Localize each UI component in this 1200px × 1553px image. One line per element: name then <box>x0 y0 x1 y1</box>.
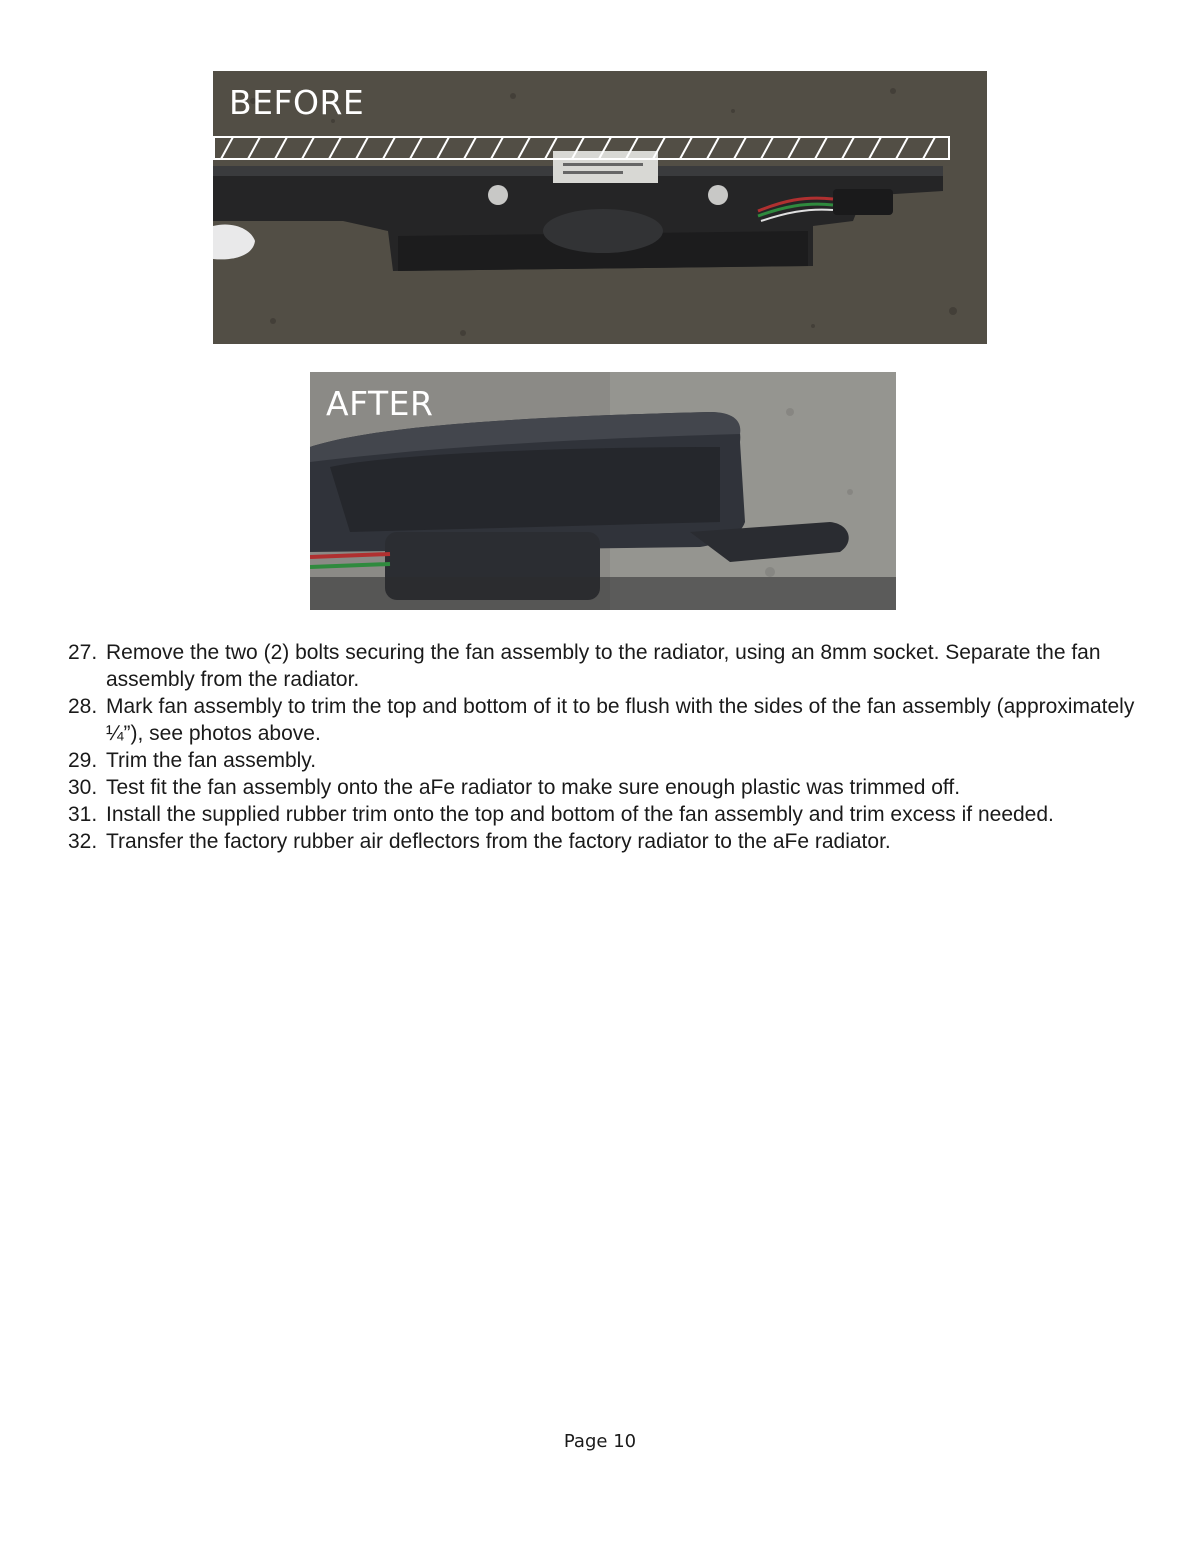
before-photo-label: BEFORE <box>229 83 365 122</box>
step-text: Mark fan assembly to trim the top and bottom of it to be flush with the sides of the fan assembly (approximately ¼”), see photos above. <box>106 695 1135 745</box>
list-item <box>68 693 1148 747</box>
step-number: 27. <box>68 641 98 664</box>
list-item <box>68 801 1148 828</box>
step-text: Trim the fan assembly. <box>106 749 317 772</box>
list-item <box>68 747 1148 774</box>
step-number: 28. <box>68 695 98 718</box>
step-number: 30. <box>68 776 98 799</box>
list-item <box>68 774 1148 801</box>
before-photo <box>213 71 987 344</box>
step-number: 32. <box>68 830 98 853</box>
list-item <box>68 828 1148 855</box>
step-number: 29. <box>68 749 98 772</box>
after-photo <box>310 372 896 610</box>
step-number: 31. <box>68 803 98 826</box>
after-photo-label: AFTER <box>326 384 434 423</box>
instruction-steps <box>68 639 1148 855</box>
step-text: Install the supplied rubber trim onto the top and bottom of the fan assembly and trim excess if needed. <box>106 803 1054 826</box>
step-text: Remove the two (2) bolts securing the fan assembly to the radiator, using an 8mm socket. Separate the fan assembly from the radiator. <box>106 641 1101 691</box>
page-number: Page 10 <box>563 1431 637 1452</box>
step-text: Transfer the factory rubber air deflectors from the factory radiator to the aFe radiator. <box>106 830 891 853</box>
list-item <box>68 639 1148 693</box>
step-text: Test fit the fan assembly onto the aFe radiator to make sure enough plastic was trimmed off. <box>106 776 961 799</box>
